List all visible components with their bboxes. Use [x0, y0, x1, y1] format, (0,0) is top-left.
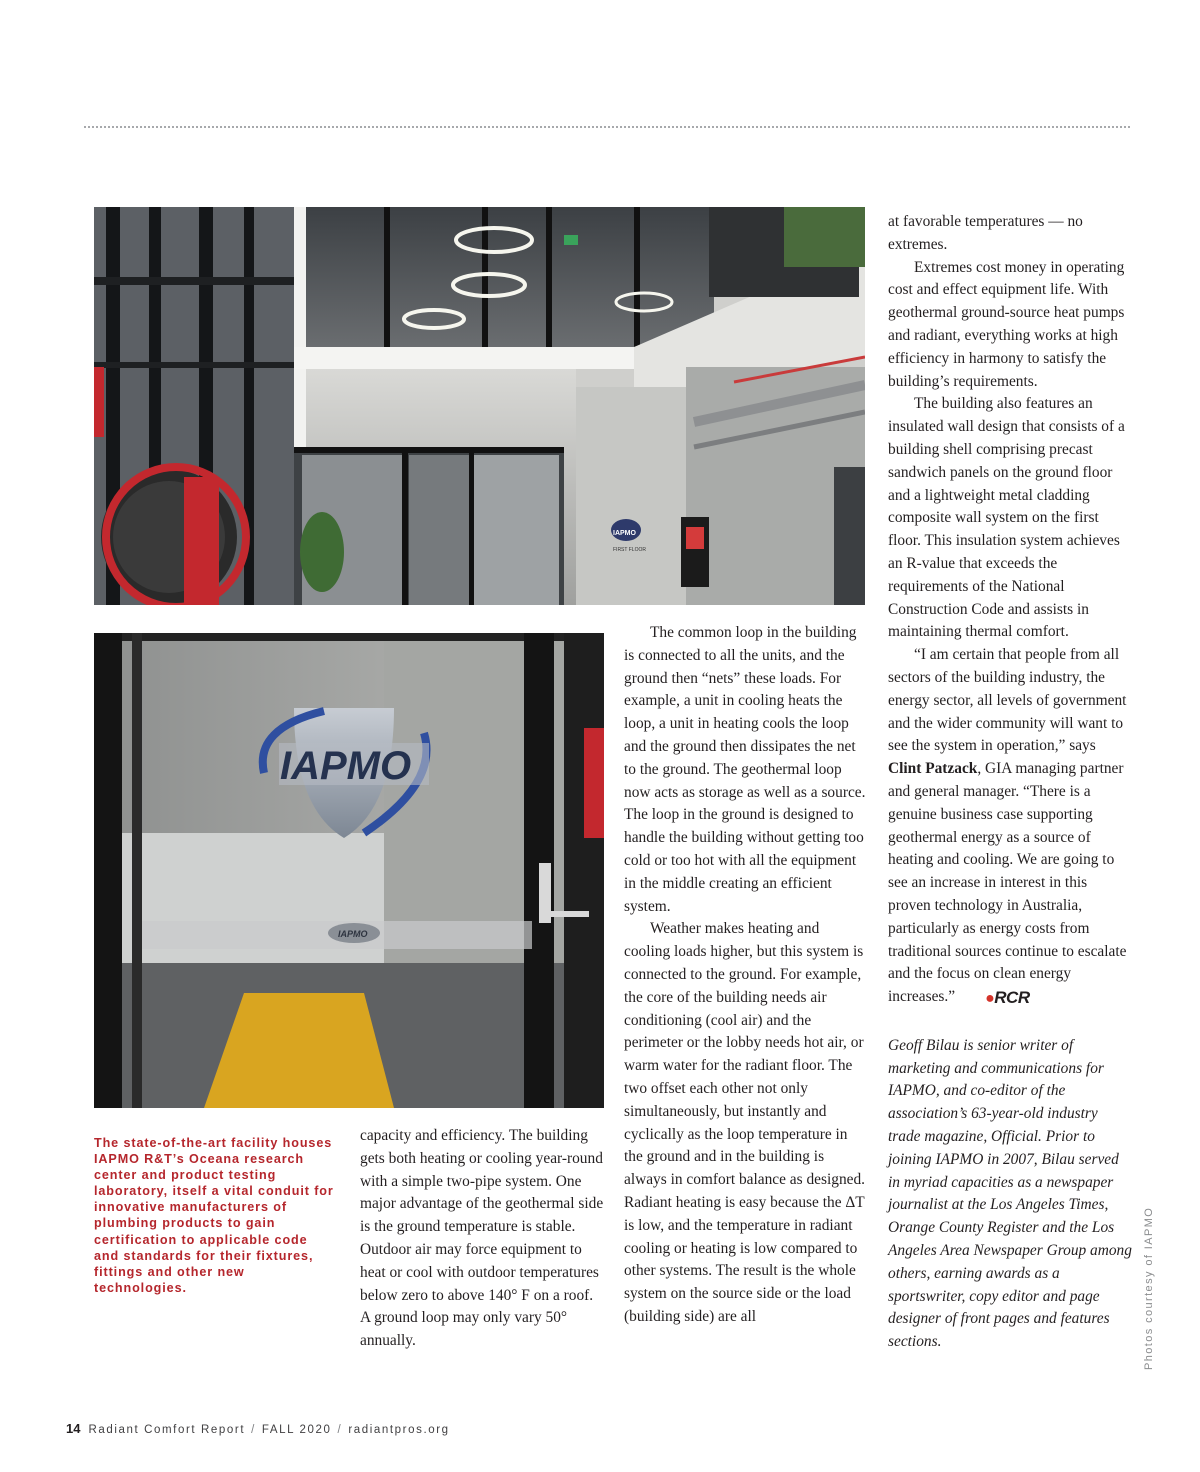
quoted-person-name: Clint Patzack — [888, 760, 978, 778]
article-column-2 — [624, 622, 868, 1329]
col1-paragraph-1: capacity and efficiency. The building gets both heating or cooling year-round with a simple two-pipe system. One major advantage of the geothermal side is the ground temperature is stable. Outdoor air may force equipment to heat or cool with outdoor temperatures below zero to above 140° F on a roof. A ground loop may only vary 50° annually. — [360, 1127, 604, 1350]
col2-paragraph-1: The common loop in the building is connected to all the units, and the ground then “nets” these loads. For example, a unit in cooling heats the loop, a unit in heating cools the loop and the ground then dissipates the net to the ground. The geothermal loop now acts as storage as well as a source. The loop in the ground is designed to handle the building without getting too cold or too hot with all the equipment in the middle creating an efficient system. — [624, 624, 866, 915]
article-column-1 — [360, 1125, 604, 1353]
col3-paragraph-3: The building also features an insulated wall design that consists of a building shell comprising precast sandwich panels on the ground floor and a lightweight metal cladding composite wall system on the first floor. This insulation system achieves an R-value that exceeds the requirements of the National Construction Code and assists in maintaining thermal comfort. — [888, 395, 1125, 641]
quote-lead: “I am certain that people from all sectors of the building industry, the energy sector, all levels of government and the wider community will want to see the system in operation,” says — [888, 646, 1127, 755]
quote-body: , GIA managing partner and general manager. “There is a genuine business case supporting geothermal energy as a source of heating and cooling. We are going to see an increase in interest in this proven technology in Australia, particularly as energy costs from traditional sources continue to escalate and the focus on clean energy increases.” — [888, 760, 1127, 1006]
wall-sign-text: FIRST FLOOR — [613, 547, 646, 553]
lab-entrance-photo — [94, 633, 604, 1108]
door-logo-text: IAPMO — [280, 744, 412, 788]
col3-paragraph-4 — [888, 644, 1132, 1011]
header-dotted-rule — [84, 126, 1130, 128]
page-number: 14 — [66, 1421, 81, 1436]
photo-caption: The state-of-the-art facility houses IAPMO R&T’s Oceana research center and product testing laboratory, itself a vital conduit for innovative manufacturers of plumbing products to gain certification to applicable code and standards for their fixtures, fittings and other new technologies. — [94, 1136, 334, 1295]
website-link[interactable]: radiantpros.org — [348, 1424, 450, 1436]
author-bio: Geoff Bilau is senior writer of marketing and communications for IAPMO, and co-editor of the association’s 63-year-old industry trade magazine, Official. Prior to joining IAPMO in 2007, Bilau served in myriad capacities as a newspaper journalist at the Los Angeles Times, Orange County Register and the Los Angeles Area Newspaper Group among others, earning awards as a sportswriter, copy editor and page designer of front pages and features sections. — [888, 1036, 1132, 1351]
page-footer — [66, 1421, 450, 1436]
flame-drop-icon: ● — [985, 990, 995, 1008]
col3-paragraph-1: at favorable temperatures — no extremes. — [888, 213, 1083, 253]
footer-separator: / — [337, 1424, 343, 1436]
footer-separator: / — [251, 1424, 256, 1436]
col2-paragraph-2: Weather makes heating and cooling loads higher, but this system is connected to the ground. For example, the core of the building needs air conditioning (cool air) and the perimeter or the lobby needs hot air, or warm water for the radiant floor. The two offset each other not only simultaneously, but instantly and cyclically as the loop temperature in the ground and in the building is always in comfort balance as designed. Radiant heating is easy because the ΔT is low, and the temperature in radiant cooling or heating is low compared to other systems. The result is the whole system on the source side or the load (building side) are all — [624, 920, 866, 1325]
publication-name: Radiant Comfort Report — [88, 1424, 246, 1436]
wall-sign-logo: IAPMO — [613, 530, 636, 537]
rcr-logo-text: RCR — [994, 988, 1030, 1008]
col3-paragraph-2: Extremes cost money in operating cost and effect equipment life. With geothermal ground-source heat pumps and radiant, everything works at high efficiency in harmony to satisfy the building’s requirements. — [888, 258, 1125, 390]
photo-credit: Photos courtesy of IAPMO — [1143, 1206, 1155, 1370]
article-column-3 — [888, 211, 1132, 1354]
rcr-end-logo — [959, 987, 1030, 1011]
issue-label: FALL 2020 — [261, 1424, 332, 1436]
door-small-logo: IAPMO — [338, 929, 368, 939]
atrium-photo — [94, 207, 865, 605]
